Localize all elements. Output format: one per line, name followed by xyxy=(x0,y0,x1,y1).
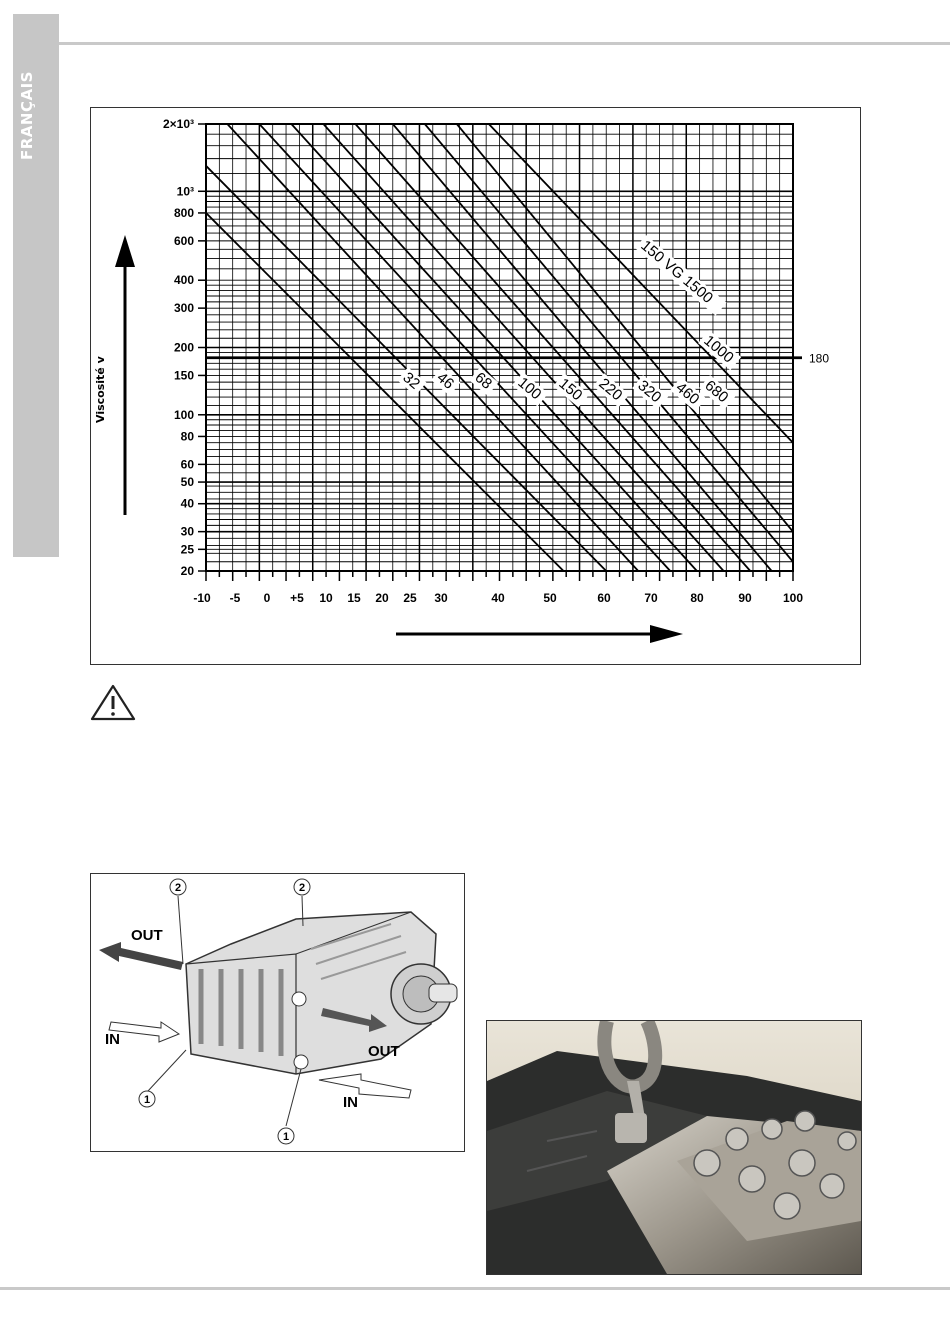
y-tick-label: 40 xyxy=(180,496,194,511)
language-tab-label: FRANÇAIS xyxy=(18,71,36,160)
x-tick-label: -5 xyxy=(229,591,241,605)
x-tick-label: 20 xyxy=(375,591,389,605)
x-tick-label: 70 xyxy=(644,591,658,605)
callout-2b: 2 xyxy=(298,882,306,894)
curve-label: 460 xyxy=(672,379,703,409)
series-line-680 xyxy=(425,124,793,562)
x-tick-label: 50 xyxy=(543,591,557,605)
callout-leader xyxy=(286,1069,301,1126)
y-tick-label: 50 xyxy=(180,475,194,490)
curve-label: 68 xyxy=(471,369,496,393)
x-tick-label: 0 xyxy=(263,591,271,605)
pump-illustration xyxy=(91,874,464,1151)
x-tick-label: 100 xyxy=(782,591,804,605)
y-tick-label: 300 xyxy=(173,301,194,316)
x-tick-label: 30 xyxy=(434,591,448,605)
curve-label: 680 xyxy=(701,377,732,407)
y-tick-label: 800 xyxy=(173,205,194,220)
x-tick-label: 25 xyxy=(403,591,417,605)
y-tick-label: 2×10³ xyxy=(162,117,194,131)
y-tick-label: 80 xyxy=(180,429,194,444)
in-label-left: IN xyxy=(105,1031,120,1048)
curve-label: 320 xyxy=(634,377,665,407)
callout-leader xyxy=(148,1050,186,1091)
y-tick-label: 10³ xyxy=(176,184,194,199)
x-tick-label: +5 xyxy=(290,591,304,605)
y-axis-arrow-head xyxy=(115,235,135,267)
x-tick-labels xyxy=(193,591,803,605)
y-tick-label: 30 xyxy=(180,524,194,539)
callout-2a: 2 xyxy=(174,882,182,894)
y-tick-label: 200 xyxy=(173,340,194,355)
curve-label: 1000 xyxy=(700,332,737,367)
curve-label: 46 xyxy=(433,369,458,393)
y-tick-label: 60 xyxy=(180,457,194,472)
callout-leader xyxy=(178,896,183,964)
out-label-right: OUT xyxy=(368,1043,400,1060)
y-tick-label: 100 xyxy=(173,407,194,422)
curve-label: 150 xyxy=(555,375,586,405)
x-tick-label: 80 xyxy=(690,591,704,605)
out-arrow-left xyxy=(99,942,183,970)
header-rule xyxy=(58,42,950,45)
footer-rule xyxy=(0,1287,950,1290)
x-axis-arrow-head xyxy=(650,625,683,643)
callout-1a: 1 xyxy=(143,1094,151,1106)
y-tick-labels xyxy=(163,117,206,578)
x-tick-label: 10 xyxy=(319,591,333,605)
photo-illustration xyxy=(487,1021,861,1274)
curve-label: 32 xyxy=(399,369,424,393)
callout-1b: 1 xyxy=(282,1131,290,1143)
in-arrow-right xyxy=(319,1074,411,1098)
y-tick-label: 25 xyxy=(180,542,194,557)
curve-label: 150 VG 1500 xyxy=(637,237,717,307)
y-tick-label: 600 xyxy=(173,233,194,248)
lifting-hook-photo xyxy=(486,1020,862,1275)
x-tick-label: 40 xyxy=(491,591,505,605)
reference-line-label: 180 xyxy=(809,351,830,366)
x-tick-label: 60 xyxy=(597,591,611,605)
y-tick-label: 400 xyxy=(173,273,194,288)
x-tick-label: 15 xyxy=(347,591,361,605)
warning-icon xyxy=(90,684,136,722)
curve-label: 220 xyxy=(595,375,626,405)
x-tick-label: -10 xyxy=(193,591,211,605)
curve-label: 100 xyxy=(514,374,545,404)
y-axis-label: Viscosité v xyxy=(94,356,107,423)
y-tick-label: 20 xyxy=(180,564,194,578)
in-label-right: IN xyxy=(343,1094,358,1111)
viscosity-chart xyxy=(90,107,860,664)
y-tick-label: 150 xyxy=(173,368,194,383)
x-tick-label: 90 xyxy=(738,591,752,605)
pump-figure xyxy=(90,873,465,1152)
out-label-left: OUT xyxy=(131,927,163,944)
